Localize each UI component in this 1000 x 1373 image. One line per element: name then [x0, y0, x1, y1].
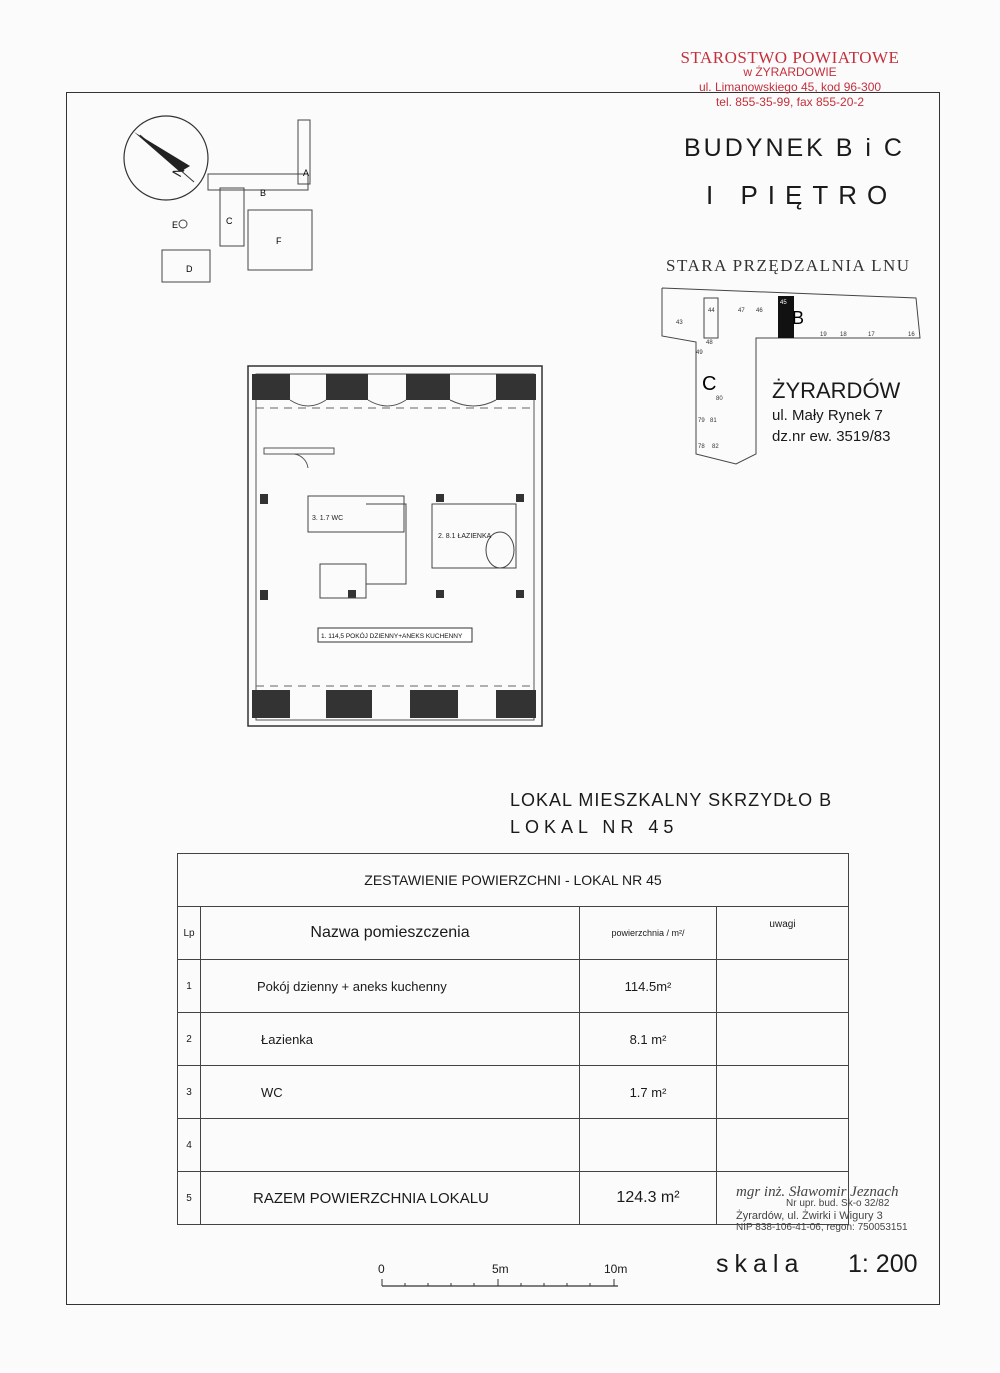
- unit-78: 78: [698, 444, 705, 450]
- unit-17: 17: [868, 332, 875, 338]
- stamp-line-1: STAROSTWO POWIATOWE: [680, 48, 900, 67]
- header-notes: uwagi: [717, 907, 849, 960]
- site-label-c: C: [226, 216, 233, 226]
- room3-label: 3. 1.7 WC: [312, 515, 344, 522]
- row-name: Łazienka: [201, 1013, 580, 1066]
- address-street: ul. Mały Rynek 7: [772, 407, 883, 424]
- row-name: Pokój dzienny + aneks kuchenny: [201, 960, 580, 1013]
- row-area: 1.7 m²: [580, 1066, 717, 1119]
- office-stamp: [640, 50, 940, 110]
- header-area: powierzchnia / m²/: [580, 907, 717, 960]
- site-label-d: D: [186, 264, 193, 274]
- total-label: RAZEM POWIERZCHNIA LOKALU: [201, 1172, 580, 1225]
- total-area: 124.3 m²: [580, 1172, 717, 1225]
- unit-49: 49: [696, 350, 703, 356]
- scale-tick-10m: 10m: [604, 1262, 628, 1276]
- unit-line-1: LOKAL MIESZKALNY SKRZYDŁO B: [510, 790, 833, 810]
- wing-label-b: B: [792, 308, 805, 328]
- room2-label: 2. 8.1 ŁAZIENKA: [438, 533, 492, 540]
- address-plot: dz.nr ew. 3519/83: [772, 428, 891, 445]
- unit-48: 48: [706, 340, 713, 346]
- building-title: BUDYNEK B i C: [684, 134, 905, 162]
- unit-45: 45: [780, 300, 787, 306]
- unit-47: 47: [738, 308, 745, 314]
- row-notes: [717, 1066, 849, 1119]
- row-lp: 1: [178, 960, 201, 1013]
- table-header-row: [178, 907, 849, 960]
- complex-name: STARA PRZĘDZALNIA LNU: [666, 256, 911, 275]
- unit-line-2: LOKAL NR 45: [510, 817, 679, 837]
- stamp-line-3: ul. Limanowskiego 45, kod 96-300: [698, 80, 882, 94]
- table-row: [178, 1066, 849, 1119]
- row-lp: 3: [178, 1066, 201, 1119]
- row-lp: 5: [178, 1172, 201, 1225]
- north-arrow-icon: [124, 116, 208, 200]
- row-notes: [717, 1013, 849, 1066]
- table-row: [178, 960, 849, 1013]
- svg-text:N: N: [168, 162, 188, 180]
- site-label-b: B: [260, 188, 267, 198]
- wing-label-c: C: [702, 373, 717, 395]
- floor-title: I PIĘTRO: [706, 180, 898, 210]
- table-row: [178, 1119, 849, 1172]
- stamp-line-4: tel. 855-35-99, fax 855-20-2: [715, 95, 865, 109]
- row-name: WC: [201, 1066, 580, 1119]
- scale-label: skala: [716, 1250, 805, 1278]
- designer-stamp: [736, 1186, 936, 1234]
- room1-label: 1. 114,5 POKÓJ DZIENNY+ANEKS KUCHENNY: [321, 633, 463, 640]
- scale-bar: [378, 1262, 638, 1294]
- unit-19: 19: [820, 332, 827, 338]
- scale-ruler: [378, 1276, 638, 1290]
- scale-value: 1: 200: [848, 1250, 918, 1278]
- unit-82: 82: [712, 444, 719, 450]
- row-notes: [717, 1119, 849, 1172]
- table-row: [178, 1013, 849, 1066]
- unit-80: 80: [716, 396, 723, 402]
- unit-18: 18: [840, 332, 847, 338]
- row-name: [201, 1119, 580, 1172]
- site-plan: [120, 110, 340, 290]
- row-area: 8.1 m²: [580, 1013, 717, 1066]
- row-lp: 4: [178, 1119, 201, 1172]
- unit-79: 79: [698, 418, 705, 424]
- stamp-line-2: w ŻYRARDOWIE: [743, 65, 837, 79]
- header-name: Nazwa pomieszczenia: [201, 907, 580, 960]
- designer-nip: NIP 838-106-41-06, regon: 750053151: [736, 1222, 908, 1233]
- area-table: [177, 853, 849, 1225]
- site-label-f: F: [276, 236, 282, 246]
- scale-tick-5m: 5m: [492, 1262, 509, 1276]
- designer-license: Nr upr. bud. Sk-o 32/82: [786, 1198, 890, 1209]
- scale-tick-0: 0: [378, 1262, 385, 1276]
- unit-16: 16: [908, 332, 915, 338]
- floor-plan: [246, 364, 546, 730]
- site-label-a: A: [303, 168, 310, 178]
- address-city: ŻYRARDÓW: [772, 378, 901, 403]
- row-area: [580, 1119, 717, 1172]
- table-caption-row: [178, 854, 849, 907]
- unit-43: 43: [676, 320, 683, 326]
- table-caption: ZESTAWIENIE POWIERZCHNI - LOKAL NR 45: [178, 854, 849, 907]
- designer-address: Żyrardów, ul. Żwirki i Wigury 3: [736, 1210, 883, 1222]
- unit-46: 46: [756, 308, 763, 314]
- header-lp: Lp: [178, 907, 201, 960]
- row-lp: 2: [178, 1013, 201, 1066]
- designer-name: mgr inż. Sławomir Jeznach: [736, 1184, 899, 1200]
- unit-81: 81: [710, 418, 717, 424]
- site-label-e: E: [172, 220, 179, 230]
- row-notes: [717, 960, 849, 1013]
- unit-44: 44: [708, 308, 715, 314]
- row-area: 114.5m²: [580, 960, 717, 1013]
